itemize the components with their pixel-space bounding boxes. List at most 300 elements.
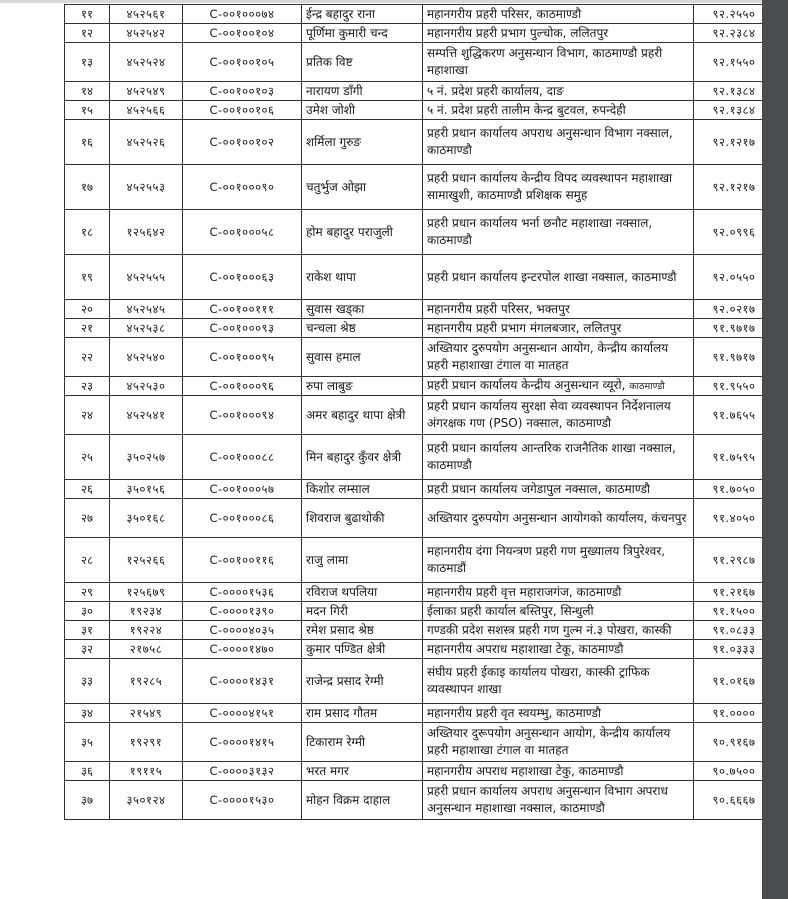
candidate-name-text: रुपा लाबुङ [306,378,353,393]
roll-code-cell [183,120,302,165]
serial-number-text: २५ [81,449,93,464]
table-row [65,319,775,338]
roll-code-text: C-००१०००९६ [209,378,275,393]
score-text: ९०.७५०० [712,763,756,778]
serial-number-text: ३३ [81,673,93,688]
serial-number-text: ३२ [81,641,93,656]
roll-code-text: C-००१००१०४ [209,25,275,40]
office-text: गण्डकी प्रदेश सशस्त्र प्रहरी गण गुल्म नं.३ पोखरा, कास्की [427,622,672,637]
id-number-cell [110,82,183,101]
viewer-top-edge [0,0,788,3]
serial-number-cell [65,762,110,781]
candidate-name-cell [302,621,423,640]
office-cell [423,480,694,499]
id-number-text: ४५२५२६ [126,134,166,149]
id-number-text: ४५२५३८ [126,320,166,335]
candidate-name-cell [302,338,423,377]
id-number-cell [110,480,183,499]
candidate-name-text: रमेश प्रसाद श्रेष्ठ [306,622,374,637]
id-number-cell [110,43,183,82]
table-row [65,659,775,704]
table-row [65,723,775,762]
serial-number-cell [65,338,110,377]
id-number-cell [110,120,183,165]
candidate-name-cell [302,781,423,820]
serial-number-text: १३ [81,54,93,69]
candidate-name-text: राम प्रसाद गौतम [306,705,378,720]
candidate-name-cell [302,435,423,480]
office-text: प्रहरी प्रधान कार्यालय केन्द्रीय अनुसन्धान व्यूरो, [427,378,626,392]
id-number-text: ४५२५६६ [126,102,166,117]
roll-code-text: C-००१००१११ [209,301,275,316]
serial-number-cell [65,704,110,723]
id-number-text: ४५२५४५ [126,301,166,316]
candidate-name-cell [302,499,423,538]
office-text: प्रहरी प्रधान कार्यालय भर्ना छनौट महाशाखा नक्साल, काठमाण्डौ [427,216,653,247]
id-number-text: १९२२४ [129,622,163,637]
office-cell [423,101,694,120]
office-text: अख्तियार दुरूपयोग अनुसन्धान आयोग, केन्द्रीय कार्यालय प्रहरी महाशाखा टंगाल वा मातहत [427,726,671,757]
roll-code-cell [183,583,302,602]
roll-code-cell [183,396,302,435]
serial-number-cell [65,24,110,43]
roll-code-text: C-००१०००५७ [209,481,275,496]
score-text: ९१.२९८७ [712,552,756,567]
table-row [65,704,775,723]
roll-code-text: C-००००१४७० [209,641,275,656]
candidate-name-cell [302,762,423,781]
office-cell [423,120,694,165]
roll-code-text: C-००१०००५८ [209,224,275,239]
office-text-small: काठमाण्डौ [629,381,665,392]
score-text: ९१.९७१७ [712,349,756,364]
serial-number-cell [65,435,110,480]
serial-number-text: २९ [81,584,93,599]
score-text: ९१.७६५५ [712,407,756,422]
candidate-name-cell [302,640,423,659]
office-text: महानगरीय प्रहरी प्रभाग पुल्चोक, ललितपुर [427,25,609,40]
roll-code-text: C-००१०००७४ [209,6,275,21]
office-text: महानगरीय अपराध महाशाखा टेकू, काठमाण्डौ [427,641,624,656]
score-text: ९२.१३८४ [712,102,756,117]
id-number-text: ४५२५२४ [126,54,166,69]
table-row [65,255,775,300]
score-text: ९१.९५५० [712,378,756,393]
score-text: ९२.२५५० [712,6,756,21]
serial-number-text: ३५ [81,734,93,749]
roll-code-cell [183,602,302,621]
office-cell [423,499,694,538]
table-row [65,43,775,82]
serial-number-cell [65,621,110,640]
score-text: ९२.०५५० [712,269,756,284]
office-cell [423,165,694,210]
id-number-text: ३५०१५६ [126,481,166,496]
serial-number-text: २८ [81,552,93,567]
score-text: ९१.०३३३ [712,641,756,656]
office-text: प्रहरी प्रधान कार्यालय अपराध अनुसन्धान विभाग अपराध अनुसन्धान महाशाखा नक्साल, काठमाण्डौ [427,784,668,815]
results-table-container [64,4,759,820]
serial-number-cell [65,602,110,621]
candidate-name-text: भरत मगर [306,763,349,778]
office-cell [423,300,694,319]
serial-number-text: २६ [81,481,93,496]
roll-code-text: C-००००४०३५ [209,622,275,637]
serial-number-text: २७ [81,510,93,525]
candidate-name-text: उमेश जोशी [306,102,356,117]
score-text: ९१.७०५० [712,481,756,496]
office-cell [423,377,694,396]
candidate-name-cell [302,704,423,723]
table-row [65,640,775,659]
roll-code-text: C-००१०००९४ [209,407,275,422]
serial-number-text: ३१ [81,622,93,637]
roll-code-cell [183,5,302,24]
serial-number-text: १८ [81,224,93,239]
candidate-name-text: होम बहादुर पराजुली [306,224,393,239]
office-text: अख्तियार दुरुपयोग अनुसन्धान आयोग, केन्द्रीय कार्यालय प्रहरी महाशाखा टंगाल वा मातहत [427,341,669,372]
id-number-text: १९२८५ [129,673,163,688]
roll-code-text: C-००१०००९३ [209,320,275,335]
office-text: महानगरीय प्रहरी वृत्त महाराजगंज, काठमाण्डौ [427,584,622,599]
id-number-cell [110,338,183,377]
office-text: महानगरीय प्रहरी प्रभाग मंगलबजार, ललितपुर [427,320,622,335]
serial-number-cell [65,210,110,255]
candidate-name-cell [302,480,423,499]
serial-number-cell [65,43,110,82]
roll-code-cell [183,621,302,640]
table-row [65,435,775,480]
id-number-cell [110,300,183,319]
office-cell [423,602,694,621]
candidate-name-text: किशोर लम्साल [306,481,370,496]
serial-number-cell [65,781,110,820]
roll-code-cell [183,538,302,583]
serial-number-cell [65,255,110,300]
id-number-cell [110,762,183,781]
candidate-name-cell [302,583,423,602]
id-number-text: १९२३४ [129,603,163,618]
table-row [65,499,775,538]
office-cell [423,538,694,583]
office-cell [423,319,694,338]
roll-code-cell [183,82,302,101]
id-number-cell [110,377,183,396]
serial-number-text: २२ [81,349,93,364]
serial-number-cell [65,396,110,435]
table-row [65,781,775,820]
table-row [65,480,775,499]
table-row [65,300,775,319]
serial-number-text: ३६ [81,763,93,778]
candidate-name-text: शर्मिला गुरुङ [306,134,362,149]
office-cell [423,781,694,820]
results-table-body [65,5,775,820]
id-number-cell [110,101,183,120]
roll-code-cell [183,435,302,480]
office-text: प्रहरी प्रधान कार्यालय इन्टरपोल शाखा नक्साल, काठमाण्डौ [427,269,677,284]
table-row [65,82,775,101]
roll-code-text: C-००००१४१५ [209,734,275,749]
candidate-name-text: पूर्णिमा कुमारी चन्द [306,25,388,40]
candidate-name-text: मिन बहादुर कुँवर क्षेत्री [306,449,402,464]
score-text: ९२.०२१७ [712,301,756,316]
serial-number-text: १४ [81,83,93,98]
roll-code-cell [183,781,302,820]
candidate-name-cell [302,377,423,396]
candidate-name-text: नारायण डाँगी [306,83,363,98]
roll-code-cell [183,723,302,762]
id-number-cell [110,723,183,762]
office-text: प्रहरी प्रधान कार्यालय अपराध अनुसन्धान विभाग नक्साल, काठमाण्डौ [427,126,673,157]
id-number-text: ३५०१२४ [126,792,166,807]
candidate-name-cell [302,5,423,24]
serial-number-cell [65,5,110,24]
serial-number-cell [65,640,110,659]
results-table [64,4,775,820]
score-text: ९१.०८३३ [712,622,756,637]
table-row [65,210,775,255]
score-text: ९१.०००० [712,705,756,720]
office-cell [423,723,694,762]
office-text: प्रहरी प्रधान कार्यालय आन्तरिक राजनैतिक शाखा नक्साल, काठमाण्डौ [427,441,676,472]
id-number-text: १२५६७९ [126,584,166,599]
id-number-text: ४५२५४० [126,349,166,364]
table-row [65,538,775,583]
score-text: ९२.१३८४ [712,83,756,98]
table-row [65,165,775,210]
candidate-name-text: अमर बहादुर थापा क्षेत्री [306,407,406,422]
id-number-cell [110,704,183,723]
candidate-name-text: राजु लामा [306,552,349,567]
table-row [65,101,775,120]
serial-number-cell [65,480,110,499]
serial-number-text: ३७ [81,792,93,807]
id-number-text: १९११५ [129,763,163,778]
office-text: प्रहरी प्रधान कार्यालय जगेडापुल नक्साल, काठमाण्डौ [427,481,651,496]
roll-code-text: C-००१०००८८ [209,449,275,464]
office-cell [423,43,694,82]
score-text: ९१.०१६७ [712,673,756,688]
roll-code-text: C-००००३१३२ [209,763,275,778]
id-number-text: ३५०१६८ [126,510,166,525]
score-text: ९२.१५५० [712,54,756,69]
candidate-name-text: राकेश थापा [306,269,356,284]
office-text: सम्पत्ति शुद्धिकरण अनुसन्धान विभाग, काठमाण्डौ प्रहरी महाशाखा [427,46,663,77]
score-text: ९२.०९९६ [712,224,756,239]
id-number-text: ४५२५६१ [126,6,166,21]
id-number-text: ४५२५५५ [126,269,166,284]
id-number-cell [110,5,183,24]
table-row [65,602,775,621]
roll-code-text: C-००१०००६३ [209,269,275,284]
office-cell [423,5,694,24]
office-text: प्रहरी प्रधान कार्यालय केन्द्रीय विपद व्यवस्थापन महाशाखा सामाखुशी, काठमाण्डौ प्रशिक्षक समुह [427,171,673,202]
serial-number-text: १५ [81,102,93,117]
candidate-name-text: कुमार पण्डित क्षेत्री [306,641,386,656]
roll-code-cell [183,24,302,43]
serial-number-cell [65,659,110,704]
office-cell [423,704,694,723]
candidate-name-cell [302,165,423,210]
roll-code-cell [183,319,302,338]
roll-code-cell [183,338,302,377]
roll-code-text: C-००१००१०२ [209,134,275,149]
candidate-name-cell [302,120,423,165]
roll-code-cell [183,762,302,781]
office-text: अख्तियार दुरुपयोग अनुसन्धान आयोगको कार्यालय, कंचनपुर [427,510,687,525]
roll-code-cell [183,377,302,396]
roll-code-text: C-००००१५३० [209,792,275,807]
candidate-name-cell [302,723,423,762]
table-row [65,338,775,377]
candidate-name-cell [302,101,423,120]
office-cell [423,583,694,602]
candidate-name-text: राजेन्द्र प्रसाद रेग्मी [306,673,384,688]
id-number-text: १२५६४२ [126,224,166,239]
serial-number-text: २३ [81,378,93,393]
table-row [65,120,775,165]
candidate-name-cell [302,319,423,338]
office-cell [423,210,694,255]
serial-number-cell [65,300,110,319]
candidate-name-cell [302,43,423,82]
office-text: महानगरीय प्रहरी परिसर, काठमाण्डौ [427,6,582,21]
id-number-cell [110,24,183,43]
score-text: ९२.१२१७ [712,134,756,149]
serial-number-cell [65,583,110,602]
roll-code-text: C-००००१५३६ [209,584,275,599]
id-number-text: ३५०२५७ [126,449,166,464]
score-text: ९०.६६६७ [712,792,756,807]
id-number-cell [110,538,183,583]
candidate-name-text: ईन्द्र बहादुर राना [306,6,375,21]
id-number-cell [110,621,183,640]
roll-code-text: C-००००४१५१ [209,705,275,720]
id-number-cell [110,499,183,538]
candidate-name-text: मोहन विक्रम दाहाल [306,792,391,807]
office-text: महानगरीय अपराध महाशाखा टेकु, काठमाण्डौ [427,763,624,778]
score-text: ९०.९१६७ [712,734,756,749]
serial-number-text: २१ [81,320,93,335]
roll-code-cell [183,659,302,704]
office-cell [423,82,694,101]
roll-code-cell [183,101,302,120]
score-text: ९१.२१६७ [712,584,756,599]
candidate-name-text: मदन गिरी [306,603,348,618]
candidate-name-cell [302,255,423,300]
serial-number-text: १२ [81,25,93,40]
id-number-text: २१५४९ [129,705,163,720]
roll-code-text: C-००१००१०५ [209,54,275,69]
office-cell [423,338,694,377]
serial-number-cell [65,499,110,538]
serial-number-text: २४ [81,407,93,422]
id-number-text: ४५२५४९ [126,83,166,98]
roll-code-cell [183,165,302,210]
viewer-scrollbar[interactable] [762,0,788,899]
candidate-name-text: प्रतिक विष्ट [306,54,353,69]
table-row [65,396,775,435]
serial-number-text: २० [81,301,93,316]
table-row [65,583,775,602]
table-row [65,762,775,781]
roll-code-text: C-००१०००८६ [209,510,275,525]
office-cell [423,435,694,480]
serial-number-cell [65,319,110,338]
office-text: महानगरीय प्रहरी वृत स्वयम्भु, काठमाण्डौ [427,705,601,720]
serial-number-cell [65,82,110,101]
serial-number-text: ११ [81,6,93,21]
serial-number-cell [65,120,110,165]
candidate-name-text: चतुर्भुज ओझा [306,179,367,194]
roll-code-cell [183,480,302,499]
score-text: ९१.४०५० [712,510,756,525]
roll-code-cell [183,499,302,538]
candidate-name-cell [302,659,423,704]
score-text: ९१.१५०० [712,603,756,618]
table-row [65,24,775,43]
candidate-name-text: चन्चला श्रेष्ठ [306,320,356,335]
candidate-name-cell [302,396,423,435]
serial-number-cell [65,377,110,396]
id-number-text: ४५२५४२ [126,25,166,40]
candidate-name-text: रविराज थपलिया [306,584,378,599]
roll-code-text: C-००००१३९० [209,603,275,618]
score-text: ९२.१२१७ [712,179,756,194]
id-number-text: ४५२५५३ [126,179,166,194]
id-number-text: १९२९१ [129,734,163,749]
id-number-cell [110,602,183,621]
roll-code-text: C-००१००११६ [209,552,275,567]
office-text: ईलाका प्रहरी कार्याल बस्तिपुर, सिन्धुली [427,603,594,618]
id-number-cell [110,319,183,338]
serial-number-text: ३० [81,603,93,618]
office-text: महानगरीय प्रहरी परिसर, भक्तपुर [427,301,570,316]
office-cell [423,762,694,781]
id-number-text: ४५२५३० [126,378,166,393]
roll-code-text: C-००००१४३१ [209,673,275,688]
candidate-name-cell [302,300,423,319]
office-cell [423,255,694,300]
roll-code-text: C-००१०००९० [209,179,275,194]
candidate-name-cell [302,82,423,101]
id-number-text: १२५२६६ [126,552,166,567]
roll-code-cell [183,300,302,319]
candidate-name-cell [302,24,423,43]
serial-number-text: ३४ [81,705,93,720]
roll-code-cell [183,210,302,255]
serial-number-text: १६ [81,134,93,149]
office-cell [423,396,694,435]
id-number-text: ४५२५४१ [126,407,166,422]
score-text: ९१.९७१७ [712,320,756,335]
id-number-cell [110,640,183,659]
id-number-cell [110,781,183,820]
id-number-cell [110,165,183,210]
serial-number-cell [65,723,110,762]
score-text: ९२.२३८४ [712,25,756,40]
candidate-name-text: सुवास खड्का [306,301,365,316]
office-cell [423,621,694,640]
office-cell [423,659,694,704]
id-number-cell [110,659,183,704]
candidate-name-text: सुवास हमाल [306,349,361,364]
id-number-cell [110,255,183,300]
office-cell [423,640,694,659]
serial-number-cell [65,538,110,583]
office-text: संघीय प्रहरी ईकाइ कार्यालय पोखरा, कास्की ट्राफिक व्यवस्थापन शाखा [427,665,650,696]
